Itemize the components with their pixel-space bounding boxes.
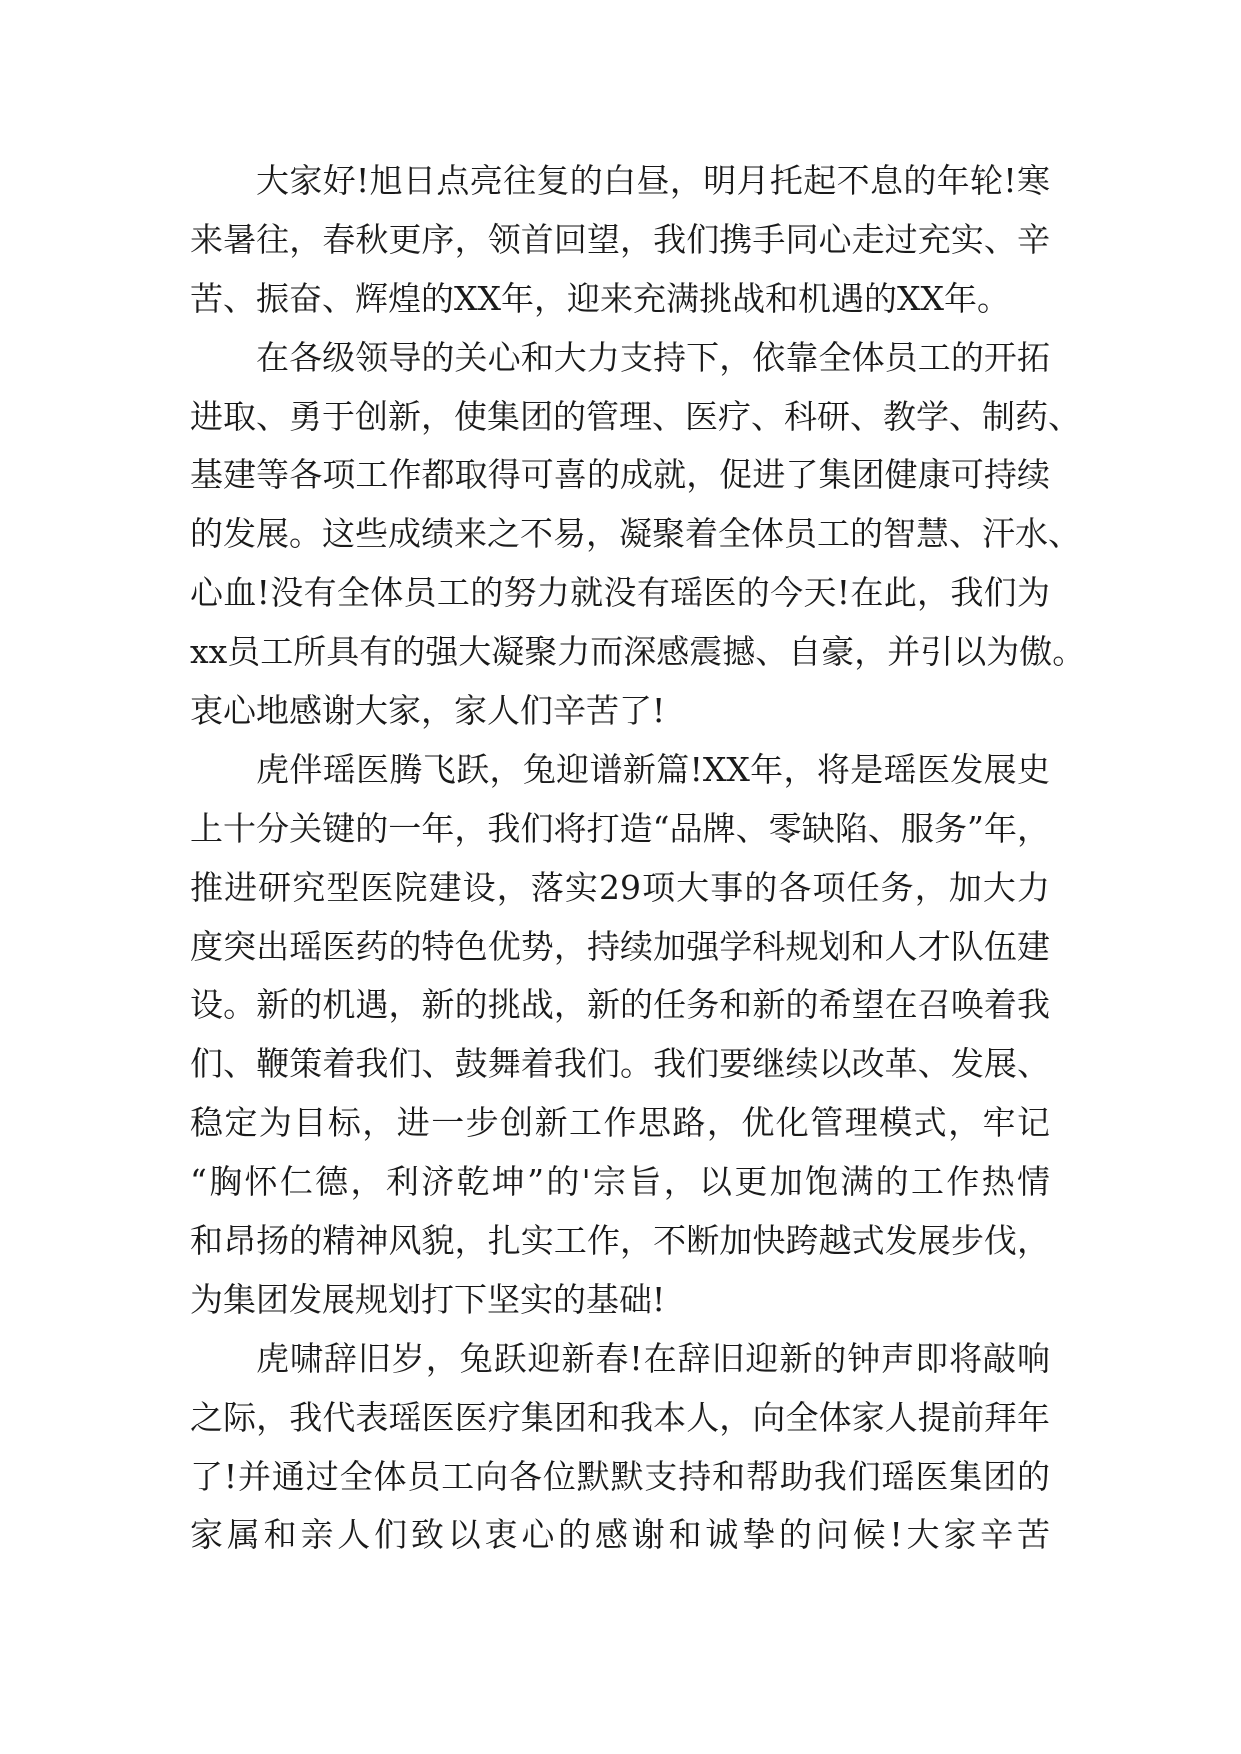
text-line: 之际，我代表瑶医医疗集团和我本人，向全体家人提前拜年 — [190, 1397, 1050, 1437]
text-line: 了!并通过全体员工向各位默默支持和帮助我们瑶医集团的 — [190, 1456, 1050, 1496]
text-line: 苦、振奋、辉煌的XX年，迎来充满挑战和机遇的XX年。 — [190, 278, 1010, 318]
text-line: 虎啸辞旧岁，兔跃迎新春!在辞旧迎新的钟声即将敲响 — [256, 1338, 1050, 1378]
paragraph-new-year-wishes — [190, 1330, 1050, 1566]
text-line: 设。新的机遇，新的挑战，新的任务和新的希望在召唤着我 — [190, 985, 1050, 1025]
text-line: 的发展。这些成绩来之不易，凝聚着全体员工的智慧、汗水、 — [190, 514, 1081, 554]
paragraph-outlook — [190, 741, 1050, 1330]
text-line: 衷心地感谢大家，家人们辛苦了! — [190, 691, 666, 731]
text-line: 推进研究型医院建设，落实29项大事的各项任务，加大力 — [190, 867, 1050, 907]
text-line: 虎伴瑶医腾飞跃，兔迎谱新篇!XX年，将是瑶医发展史 — [256, 749, 1050, 789]
text-line: 稳定为目标，进一步创新工作思路，优化管理模式，牢记 — [190, 1103, 1050, 1143]
text-line: 大家好!旭日点亮往复的白昼，明月托起不息的年轮!寒 — [256, 161, 1050, 200]
text-line: 在各级领导的关心和大力支持下，依靠全体员工的开拓 — [256, 337, 1050, 377]
text-line: “胸怀仁德，利济乾坤”的'宗旨，以更加饱满的工作热情 — [190, 1162, 1050, 1202]
text-line: 度突出瑶医药的特色优势，持续加强学科规划和人才队伍建 — [190, 926, 1050, 966]
text-line: 基建等各项工作都取得可喜的成就，促进了集团健康可持续 — [190, 455, 1050, 495]
text-line: 心血!没有全体员工的努力就没有瑶医的今天!在此，我们为 — [190, 573, 1050, 613]
text-line: 来暑往，春秋更序，领首回望，我们携手同心走过充实、辛 — [190, 219, 1050, 259]
text-line: 们、鞭策着我们、鼓舞着我们。我们要继续以改革、发展、 — [190, 1044, 1050, 1084]
text-line: 和昂扬的精神风貌，扎实工作，不断加快跨越式发展步伐， — [190, 1221, 1050, 1261]
text-line: 为集团发展规划打下坚实的基础! — [190, 1279, 666, 1319]
text-line: 上十分关键的一年，我们将打造“品牌、零缺陷、服务”年， — [190, 808, 1050, 848]
text-line: 家属和亲人们致以衷心的感谢和诚挚的问候!大家辛苦 — [190, 1515, 1050, 1555]
paragraph-greeting — [190, 152, 1050, 329]
text-line: xx员工所具有的强大凝聚力而深感震撼、自豪，并引以为傲。 — [190, 632, 1086, 672]
text-line: 进取、勇于创新，使集团的管理、医疗、科研、教学、制药、 — [190, 396, 1081, 436]
document-body — [190, 152, 1086, 1565]
paragraph-achievements — [190, 329, 1086, 741]
